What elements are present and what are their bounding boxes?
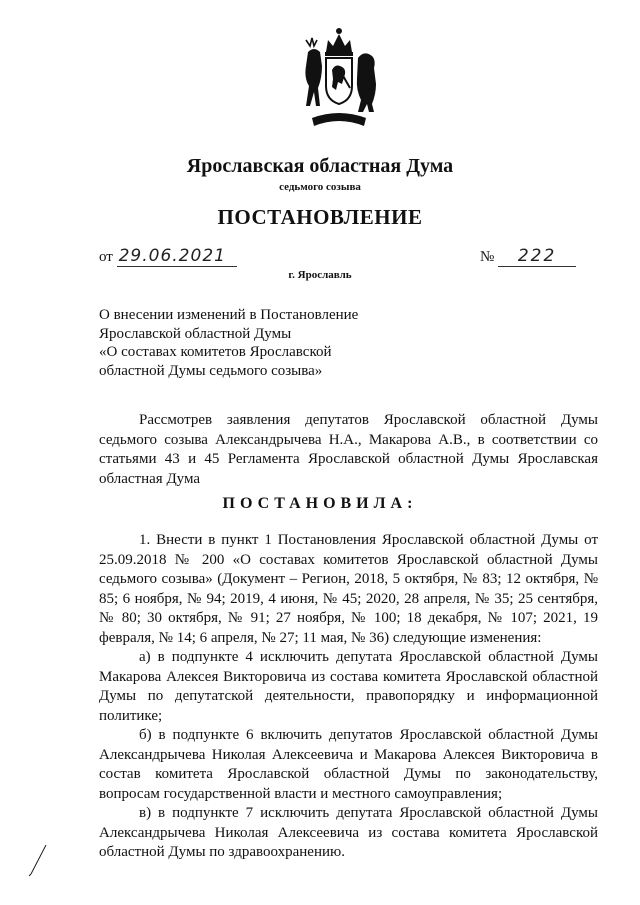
- number-prefix-label: №: [480, 249, 495, 265]
- city-label: г. Ярославль: [288, 269, 352, 281]
- subject-line: Ярославской областной Думы: [99, 325, 292, 342]
- resolution-paragraph: а) в подпункте 4 исключить депутата Ярославской областной Думы Макарова Алексея Викторовича из состава комитета Ярославской областной Думы по депутатской деятельности, правопорядку и информационной политике;: [99, 649, 598, 724]
- resolution-paragraph: в) в подпункте 7 исключить депутата Ярославской областной Думы Александрычева Николая Алексеевича из состава комитета Ярославской областной Думы по здравоохранению.: [99, 805, 598, 860]
- convocation-subtitle: седьмого созыва: [279, 181, 361, 193]
- preamble: [99, 411, 598, 489]
- date-field: [99, 246, 237, 267]
- date-value-handwritten: 29.06.2021: [117, 246, 237, 267]
- subject-line: О внесении изменений в Постановление: [99, 307, 359, 323]
- preamble-paragraph: Рассмотрев заявления депутатов Ярославской областной Думы седьмого созыва Александрычева Н.А., Макарова А.В., в соответствии со статьями 43 и 45 Регламента Ярославской областной Думы Ярославская областная Дума: [99, 412, 598, 487]
- document-type-heading: ПОСТАНОВЛЕНИЕ: [217, 205, 423, 229]
- subject-line: областной Думы седьмого созыва»: [99, 362, 323, 379]
- resolved-heading: ПОСТАНОВИЛА:: [222, 495, 418, 512]
- yaroslavl-oblast-coat-of-arms-icon: [298, 22, 380, 132]
- number-value-handwritten: 222: [498, 246, 576, 267]
- subject-line: «О составах комитетов Ярославской: [99, 344, 332, 361]
- organization-title: Ярославская областная Дума: [186, 155, 454, 177]
- resolution-paragraph: 1. Внести в пункт 1 Постановления Ярославской областной Думы от 25.09.2018 № 200 «О составах комитетов Ярославской областной Думы седьмого созыва» (Документ – Регион, 2018, 5 октября, № 83; 12 октября, № 85; 6 ноября, № 94; 2019, 4 июня, № 45; 2020, 28 апреля, № 35; 25 сентября, № 80; 30 октября, № 91; 27 ноября, № 100; 18 декабря, № 107; 2021, 19 февраля, № 14; 6 апреля, № 27; 11 мая, № 36) следующие изменения:: [99, 532, 598, 646]
- document-subject: [99, 306, 389, 380]
- date-prefix-label: от: [99, 249, 113, 265]
- number-field: [480, 246, 576, 267]
- pen-stroke-mark: [28, 843, 48, 877]
- resolution-body: [99, 531, 598, 863]
- resolution-paragraph: б) в подпункте 6 включить депутатов Ярославской областной Думы Александрычева Николая Алексеевича и Макарова Алексея Викторовича в состав комитета Ярославской областной Думы по законодательству, вопросам государственной власти и местного самоуправления;: [99, 727, 598, 802]
